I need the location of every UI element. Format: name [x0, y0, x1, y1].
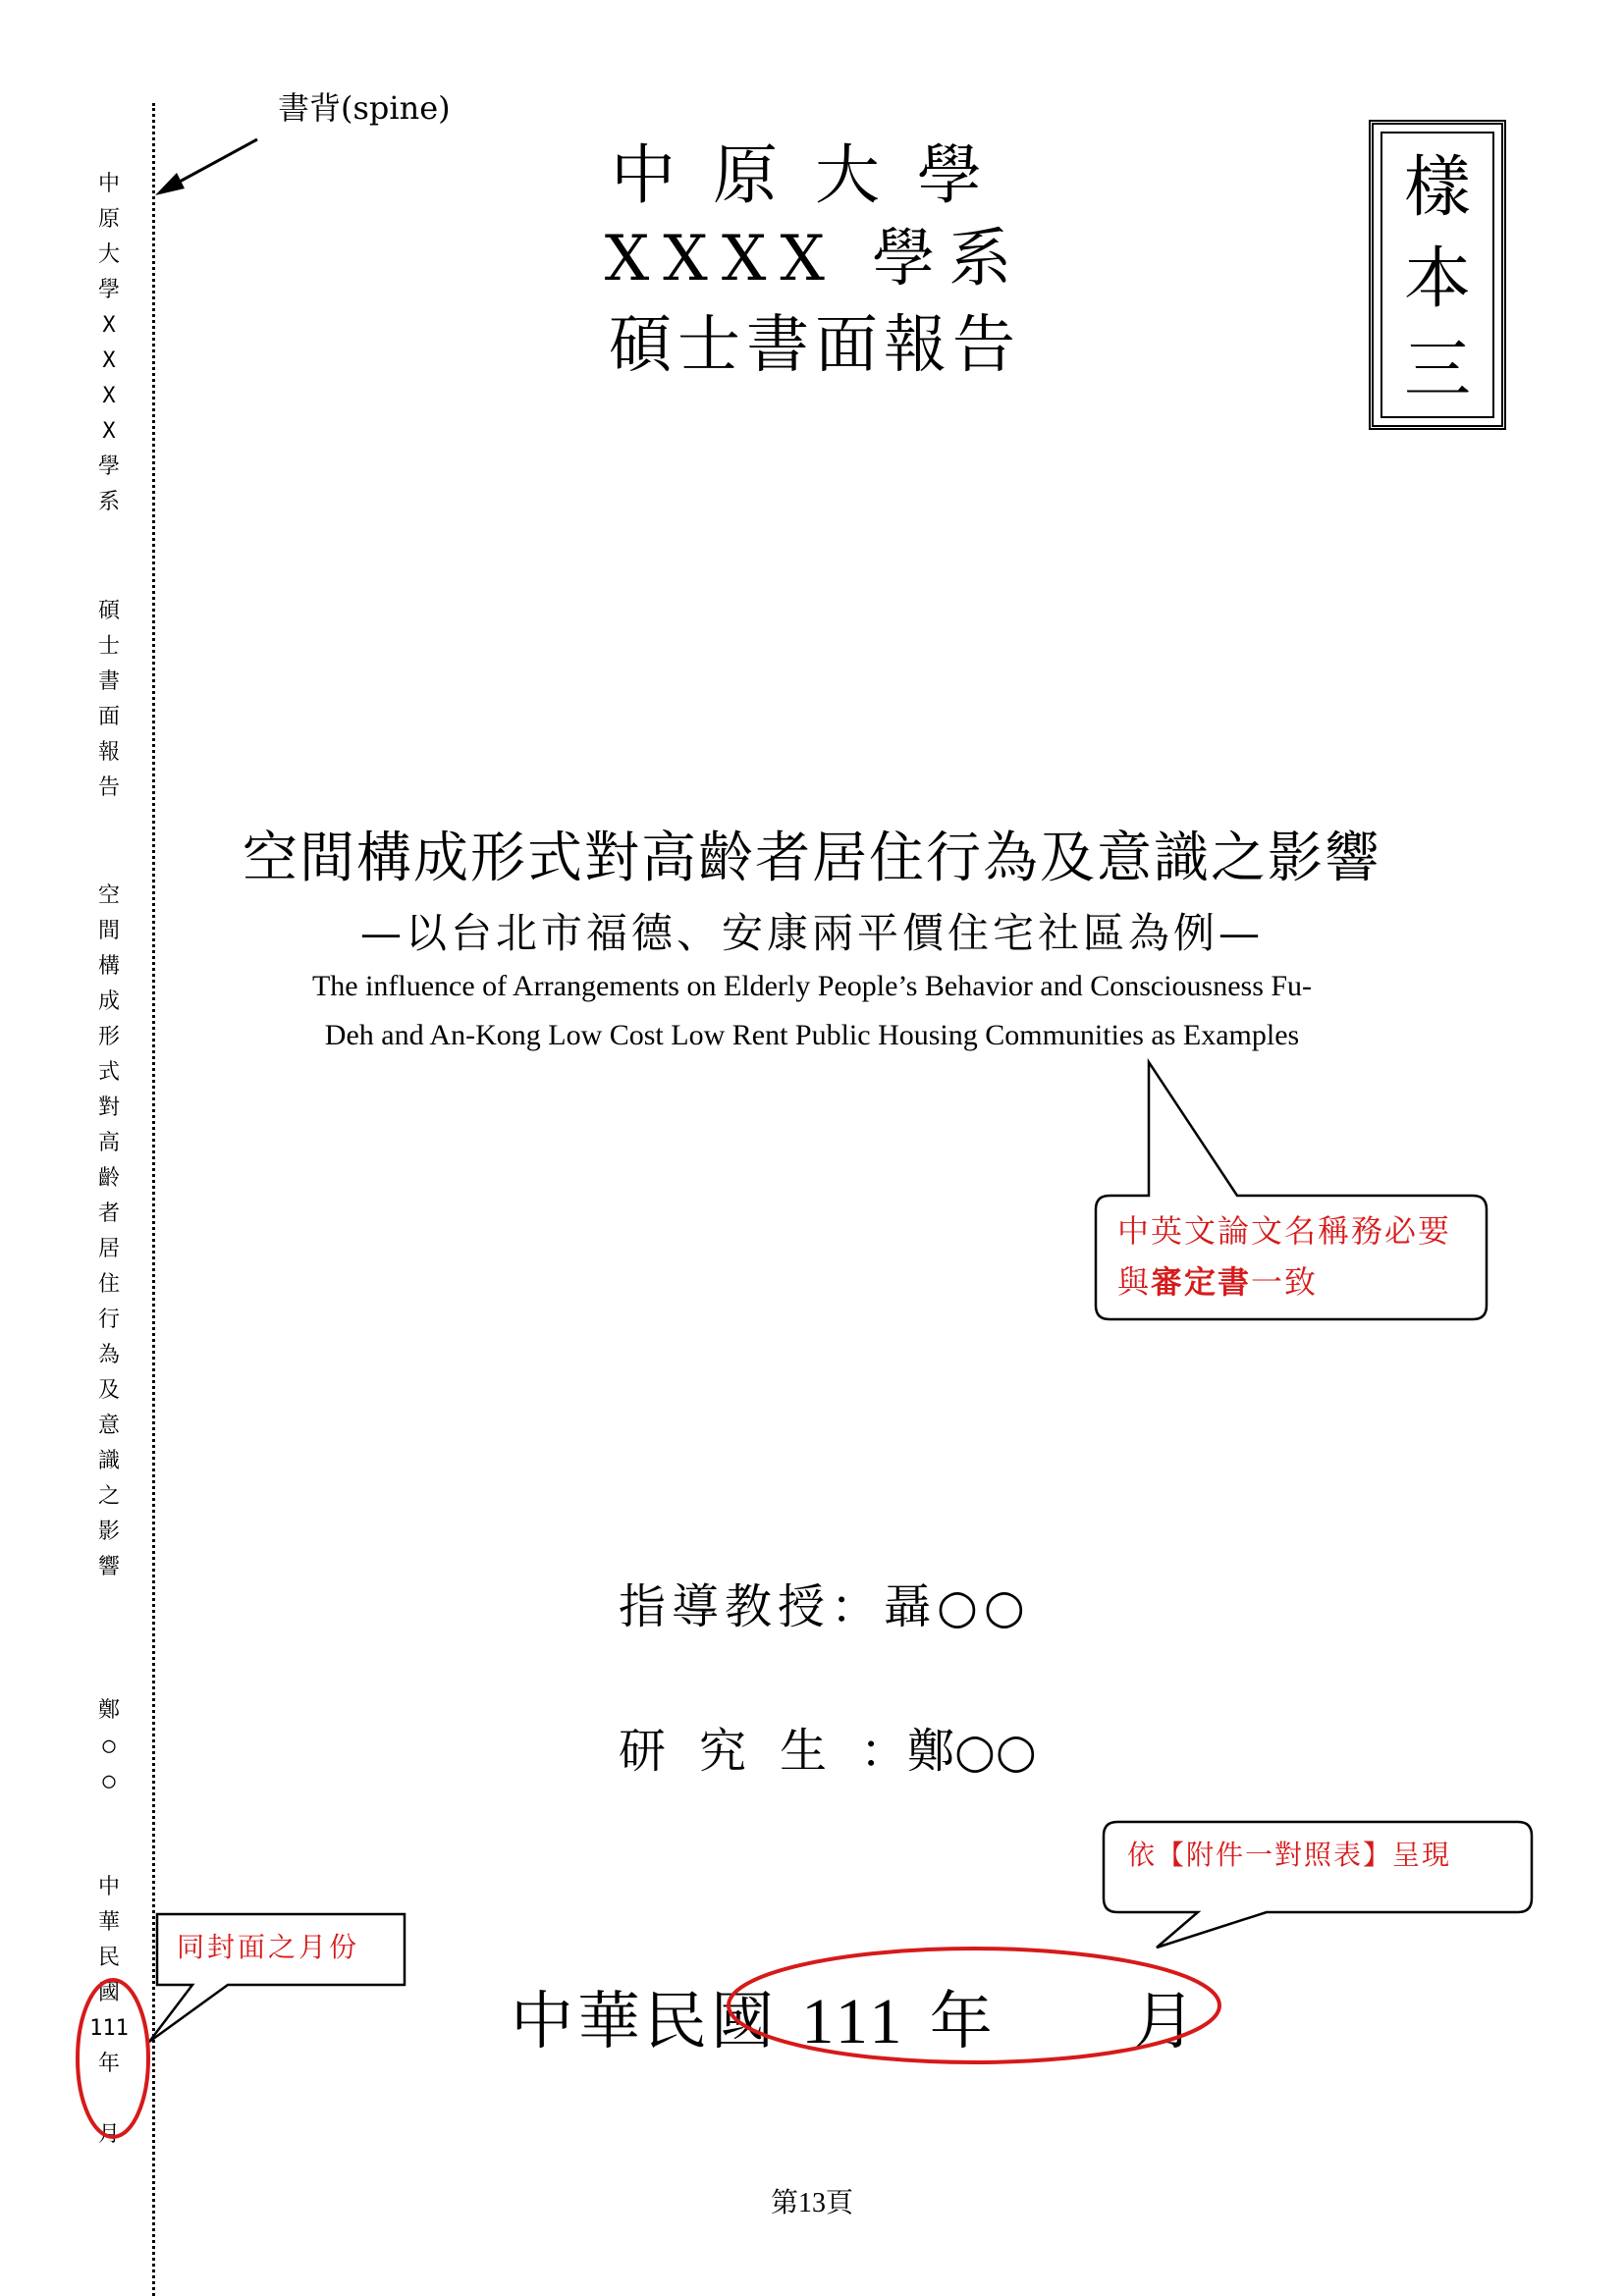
year-format-note: 依【附件一對照表】呈現 [1127, 1839, 1452, 1871]
advisor-name: 聶○○ [884, 1579, 1031, 1634]
spine-char: 意 [97, 1414, 120, 1438]
spine-char: X [102, 313, 116, 338]
note-emphasis: 審定書 [1151, 1263, 1252, 1301]
spine-char: 齡 [97, 1166, 120, 1191]
student-separator: ： [860, 1724, 908, 1779]
advisor-separator: ： [831, 1579, 885, 1634]
spine-char: 及 [97, 1378, 120, 1403]
spine-char: 成 [97, 989, 120, 1014]
degree-name: 碩士書面報告 [609, 309, 1021, 382]
advisor-label: 指導教授 [619, 1579, 832, 1634]
spine-char: 形 [97, 1025, 120, 1049]
spine-char: 原 [97, 207, 120, 232]
spine-char: ○ [102, 1769, 116, 1793]
spine-char: 報 [97, 740, 120, 765]
department-name: XXXX 學系 [604, 223, 1026, 295]
spine-char: 者 [97, 1201, 120, 1226]
thesis-title-en-line1: The influence of Arrangements on Elderly People’s Behavior and Consciousness Fu- [311, 970, 1313, 1002]
date-year: 111 [801, 1986, 906, 2057]
spine-char: 學 [97, 278, 120, 302]
spine-char: 鄭 [97, 1698, 120, 1723]
spine-char: 士 [97, 634, 120, 659]
stamp-char: 本 [1403, 240, 1471, 318]
note-text: 一致 [1251, 1263, 1319, 1301]
thesis-subtitle-zh: —以台北市福德、安康兩平價住宅社區為例— [359, 909, 1264, 957]
spine-char: 年 [97, 2052, 120, 2076]
spine-char: 大 [97, 242, 120, 267]
spine-char: X [102, 348, 116, 373]
page-number: 第13頁 [770, 2188, 853, 2218]
spine-char: 識 [97, 1449, 120, 1473]
spine-char: 影 [97, 1520, 120, 1544]
spine-char: 居 [97, 1237, 120, 1261]
spine-char: 間 [97, 919, 120, 943]
date-prefix: 中華民國 [511, 1986, 778, 2058]
spine-char: ○ [102, 1734, 116, 1758]
spine-char: 學 [97, 454, 120, 479]
spine-char: 為 [97, 1343, 120, 1367]
date-year-unit: 年 [929, 1986, 997, 2058]
spine-char: 高 [97, 1131, 120, 1155]
student-name: 鄭○○ [907, 1724, 1037, 1779]
spine-char: 對 [97, 1095, 120, 1120]
spine-arrow-head [155, 173, 185, 195]
spine-char: 系 [97, 490, 120, 514]
spine-char: 111 [89, 2016, 129, 2041]
spine-char: X [102, 419, 116, 444]
spine-char: 住 [97, 1272, 120, 1297]
spine-char: 空 [97, 883, 120, 908]
thesis-title-zh: 空間構成形式對高齡者居住行為及意識之影響 [243, 827, 1381, 890]
month-note: 同封面之月份 [177, 1931, 360, 1963]
date-month-unit: 月 [1132, 1986, 1200, 2058]
spine-char: 碩 [97, 599, 120, 623]
note-text: 中英文論文名稱務必要與 [1117, 1212, 1452, 1301]
spine-char: 華 [97, 1910, 120, 1935]
spine-char: 構 [97, 954, 120, 979]
spine-char: 中 [97, 172, 120, 196]
title-consistency-note [1117, 1205, 1471, 1308]
spine-char: 之 [97, 1484, 120, 1509]
date-highlight-ellipse [729, 1949, 1219, 2062]
stamp-char: 三 [1403, 332, 1471, 409]
spine-char: X [102, 384, 116, 408]
spine-char: 告 [97, 775, 120, 800]
spine-char: 月 [97, 2122, 120, 2147]
spine-char: 中 [97, 1875, 120, 1899]
spine-char: 式 [97, 1060, 120, 1085]
thesis-title-en-line2: Deh and An-Kong Low Cost Low Rent Public Housing Communities as Examples [324, 1019, 1300, 1051]
spine-char: 行 [97, 1308, 120, 1332]
spine-char: 書 [97, 669, 120, 694]
school-name: 中原大學 [611, 137, 1019, 213]
spine-char: 民 [97, 1946, 120, 1970]
stamp-char: 樣 [1403, 149, 1471, 227]
spine-char: 國 [97, 1981, 120, 2005]
spine-char: 響 [97, 1555, 120, 1579]
spine-date-highlight-ellipse [78, 1980, 148, 2137]
spine-char: 面 [97, 705, 120, 729]
spine-label: 書背(spine) [278, 89, 451, 127]
student-label: 研究生 [619, 1724, 861, 1779]
